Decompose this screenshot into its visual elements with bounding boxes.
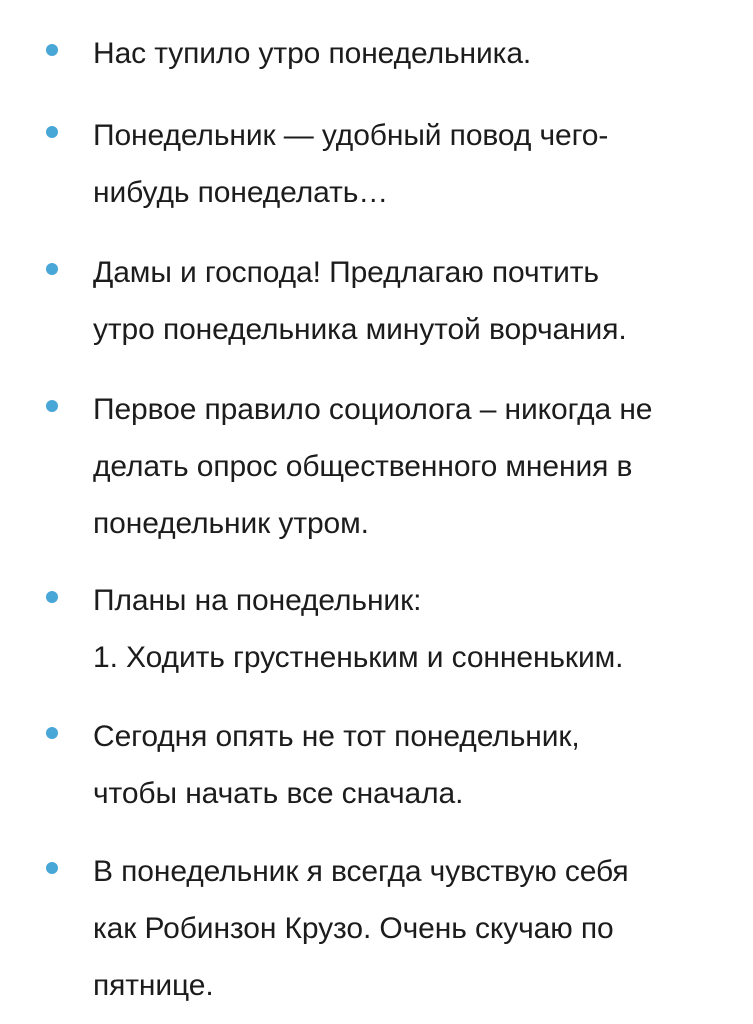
quote-line: Дамы и господа! Предлагаю почтить	[93, 256, 599, 289]
quote-line: Первое правило социолога – никогда не	[93, 393, 653, 426]
quote-line: Сегодня опять не тот понедельник,	[93, 720, 580, 753]
quote-line: Нас тупило утро понедельника.	[93, 37, 532, 70]
bullet-dot-icon	[46, 126, 58, 138]
bullet-dot-icon	[46, 44, 58, 56]
quote-line: нибудь понеделать…	[93, 176, 389, 209]
bullet-dot-icon	[46, 591, 58, 603]
bullet-dot-icon	[46, 400, 58, 412]
bullet-dot-icon	[46, 263, 58, 275]
quote-line: как Робинзон Крузо. Очень скучаю по	[93, 912, 614, 945]
quote-line: В понедельник я всегда чувствую себя	[93, 855, 629, 888]
quote-line: Планы на понедельник:	[93, 584, 422, 617]
quote-text	[93, 572, 733, 686]
quote-line: пятнице.	[93, 969, 214, 1002]
quote-text	[93, 843, 733, 1014]
quote-text	[93, 708, 733, 822]
quote-line: понедельник утром.	[93, 507, 369, 540]
bullet-dot-icon	[46, 727, 58, 739]
quote-text	[93, 25, 733, 82]
quote-line: утро понедельника минутой ворчания.	[93, 313, 627, 346]
quote-line: Понедельник — удобный повод чего-	[93, 119, 609, 152]
bullet-dot-icon	[46, 862, 58, 874]
quote-text	[93, 244, 733, 358]
quote-text	[93, 381, 733, 552]
quote-line: 1. Ходить грустненьким и сонненьким.	[93, 641, 624, 674]
quote-line: чтобы начать все сначала.	[93, 777, 464, 810]
quote-text	[93, 107, 733, 221]
quote-line: делать опрос общественного мнения в	[93, 450, 633, 483]
